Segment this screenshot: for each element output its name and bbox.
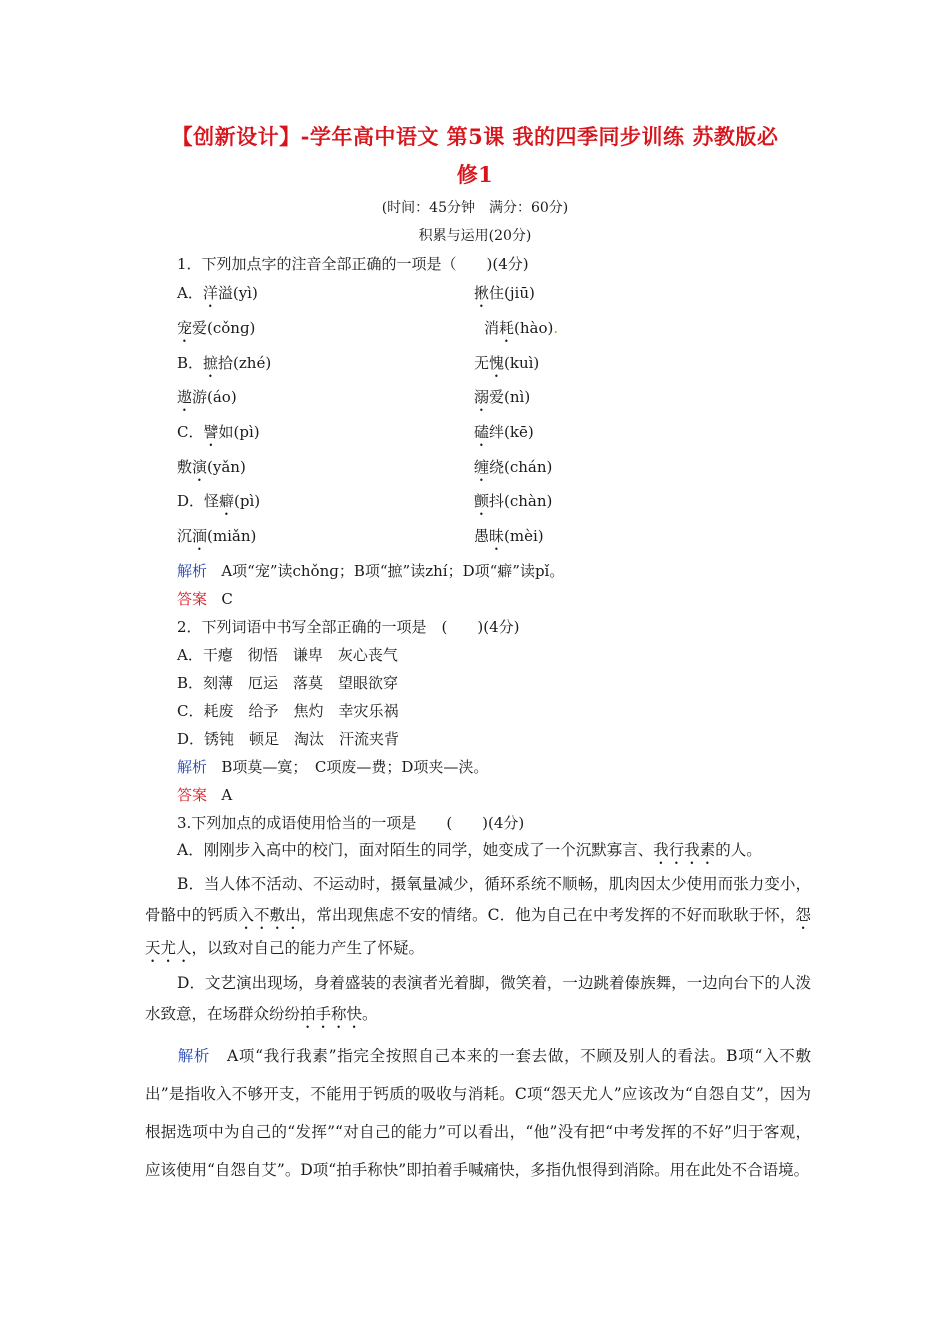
q1-option-d-right: 颤抖(chàn) (474, 492, 553, 510)
q2-option-a: A．干瘪 彻悟 谦卑 灰心丧气 (177, 646, 398, 664)
q3-option-bc: B．当人体不活动、不运动时，摄氧量减少，循环系统不顺畅，肌肉因太少使用而张力变小，骨骼中的钙质入不敷出，常出现焦虑不安的情绪。C．他为自己在中考发挥的不好而耿耿于怀，怨天尤人，以致对自己的能力产生了怀疑。 (145, 875, 811, 957)
q2-analysis-text: B项莫—寞； C项废—费；D项夹—浃。 (221, 758, 489, 776)
q1-analysis (177, 560, 564, 581)
q3-analysis-text: A项“我行我素”指完全按照自己本来的一套去做，不顾及别人的看法。B项“入不敷出”是指收入不够开支，不能用于钙质的吸收与消耗。C项“怨天尤人”应该改为“自怨自艾”，因为根据选项中为自己的“发挥”“对自己的能力”可以看出，“他”没有把“中考发挥的不好”归于客观，应该使用“自怨自艾”。D项“拍手称快”即拍着手喊痛快，多指仇恨得到消除。用在此处不合语境。 (145, 1047, 811, 1179)
q1-option-c-right: 磕绊(kē) (474, 423, 534, 441)
q1-option-c2-right: 缠绕(chán) (474, 458, 553, 476)
q1-option-b2-right: 溺爱(nì) (474, 388, 531, 406)
q1-option-d2-left: 沉湎(miǎn) (177, 527, 257, 545)
time-info: (时间：45分钟 满分：60分) (381, 200, 569, 216)
q3-option-a: A．刚刚步入高中的校门，面对陌生的同学，她变成了一个沉默寡言、我行我素的人。 (177, 841, 762, 859)
answer-label: 答案 (177, 786, 208, 804)
document-title (120, 118, 830, 194)
q3-stem: 3.下列加点的成语使用恰当的一项是 ( )(4分) (177, 814, 525, 832)
q2-stem: 2．下列词语中书写全部正确的一项是 ( )(4分) (177, 618, 520, 636)
q1-option-b-left: B．摭拾(zhé) (177, 354, 272, 372)
q1-option-a2-right: 消耗(hào). (484, 319, 559, 337)
q2-option-d: D．锈钝 顿足 淘汰 汗流夹背 (177, 730, 400, 748)
q1-stem: 1．下列加点字的注音全部正确的一项是（ )(4分) (177, 255, 529, 273)
title-line-2: 修1 (456, 162, 494, 187)
q2-answer-value: A (221, 786, 233, 804)
q1-option-a2-left: 宠爱(cǒnɡ) (177, 319, 256, 337)
q1-answer-value: C (221, 590, 233, 608)
q3-option-d-idiom: 拍手称快 (300, 1005, 363, 1023)
q1-option-a-left: A．洋溢(yì) (177, 284, 258, 302)
q1-answer (177, 588, 233, 609)
q3-option-a-idiom: 我行我素 (653, 841, 716, 859)
q1-option-b2-left: 遨游(áo) (177, 388, 237, 406)
q2-analysis (177, 756, 488, 777)
q1-option-b-right: 无愧(kuì) (474, 354, 540, 372)
section-heading: 积累与运用(20分) (418, 228, 532, 244)
q1-option-c-left: C．譬如(pì) (177, 423, 260, 441)
q2-option-c: C．耗废 给予 焦灼 幸灾乐祸 (177, 702, 399, 720)
q2-option-b: B．刻薄 厄运 落莫 望眼欲穿 (177, 674, 399, 692)
answer-label: 答案 (177, 590, 208, 608)
q1-option-d-left: D．怪癖(pì) (177, 492, 261, 510)
analysis-label: 解析 (177, 758, 208, 776)
analysis-label: 解析 (177, 562, 208, 580)
q3-option-c-idiom: 怨天尤人 (145, 906, 811, 957)
q3-option-d: D．文艺演出现场，身着盛装的表演者光着脚，微笑着，一边跳着傣族舞，一边向台下的人泼水致意，在场群众纷纷拍手称快。 (145, 974, 811, 1023)
q2-answer (177, 784, 232, 805)
q1-analysis-text: A项“宠”读chǒnɡ；B项“摭”读zhí；D项“癖”读pǐ。 (221, 562, 565, 580)
analysis-label: 解析 (177, 1047, 211, 1065)
q3-option-b-idiom: 入不敷出 (238, 906, 301, 924)
title-line-1: 【创新设计】-学年高中语文 第5课 我的四季同步训练 苏教版必 (171, 124, 779, 149)
q1-option-a-right: 揪住(jiū) (474, 284, 535, 302)
q1-option-d2-right: 愚昧(mèi) (474, 527, 544, 545)
q3-analysis (145, 1037, 811, 1189)
q1-option-c2-left: 敷演(yǎn) (177, 458, 246, 476)
